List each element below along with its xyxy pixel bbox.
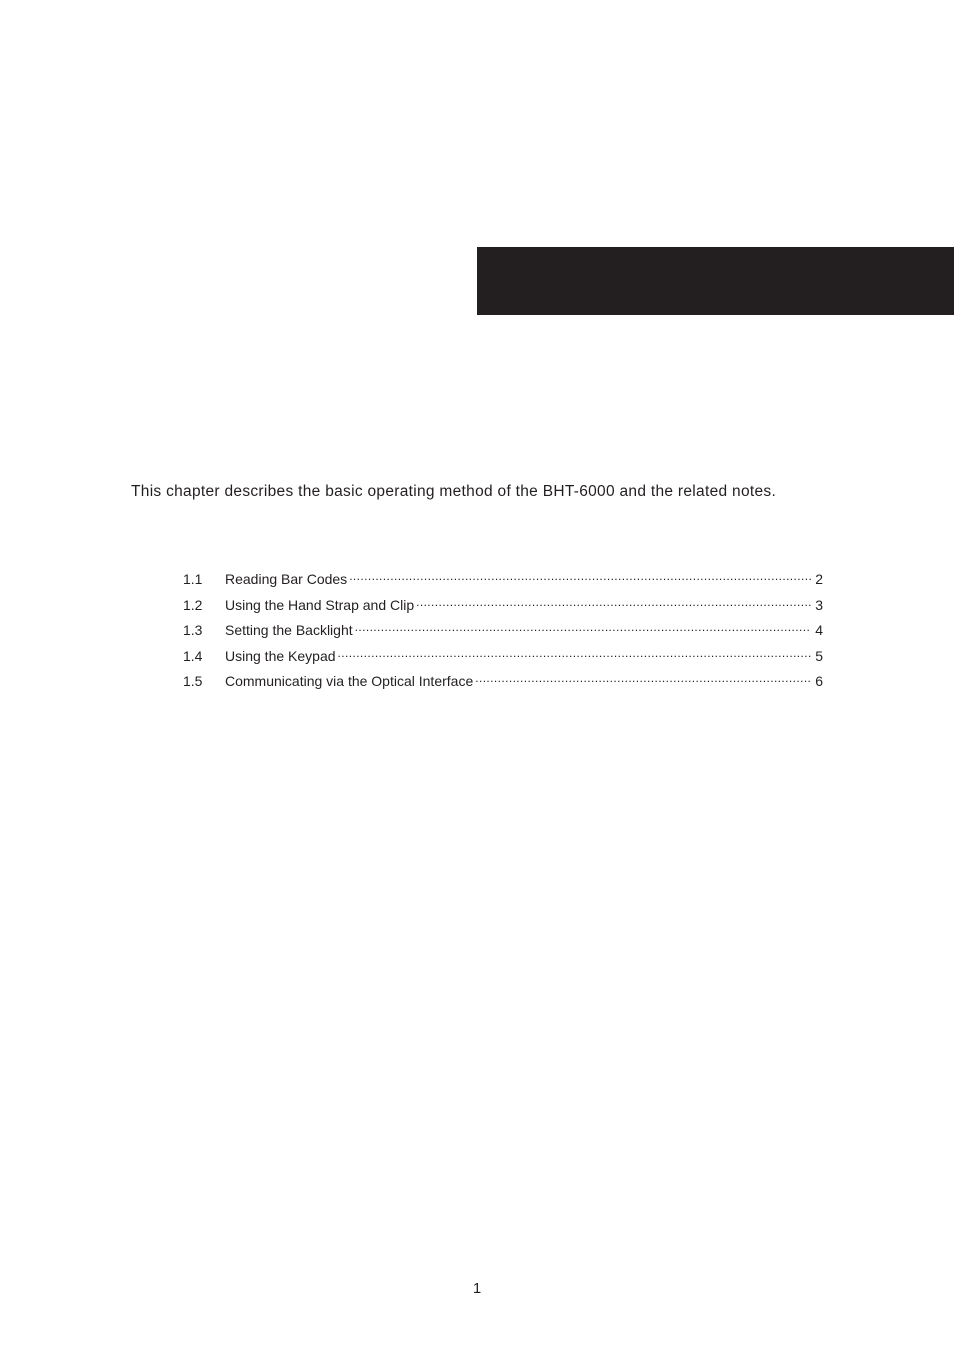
toc-section-title: Setting the Backlight <box>225 622 353 638</box>
toc-leader-dots <box>355 621 811 635</box>
toc-page-number: 6 <box>815 673 823 689</box>
toc-section-number: 1.2 <box>183 596 203 613</box>
toc-section-title: Using the Hand Strap and Clip <box>225 596 415 613</box>
toc-section-title: Reading Bar Codes <box>225 571 348 587</box>
toc-section-number: 1.1 <box>183 571 203 587</box>
chapter-intro: This chapter describes the basic operating method of the BHT-6000 and the related notes. <box>131 483 777 500</box>
toc-leader-dots <box>349 570 811 584</box>
toc-entry[interactable] <box>183 569 823 595</box>
toc-section-title: Communicating via the Optical Interface <box>225 673 474 689</box>
toc-leader-dots <box>338 647 811 661</box>
toc-leader-dots <box>475 672 811 686</box>
toc-section-number: 1.5 <box>183 673 203 689</box>
toc-page-number: 4 <box>815 622 823 638</box>
toc-section-title: Using the Keypad <box>225 647 336 664</box>
toc-page-number: 2 <box>815 571 823 587</box>
toc-page-number: 3 <box>815 596 823 613</box>
toc-entry[interactable] <box>183 595 823 621</box>
toc-page-number: 5 <box>815 647 823 664</box>
chapter-title-bar <box>477 247 954 315</box>
table-of-contents <box>183 569 823 697</box>
toc-section-number: 1.4 <box>183 647 203 664</box>
page-number: 1 <box>472 1280 482 1297</box>
toc-leader-dots <box>416 596 811 610</box>
toc-entry[interactable] <box>183 671 823 697</box>
toc-section-number: 1.3 <box>183 622 203 638</box>
toc-entry[interactable] <box>183 646 823 672</box>
toc-entry[interactable] <box>183 620 823 646</box>
